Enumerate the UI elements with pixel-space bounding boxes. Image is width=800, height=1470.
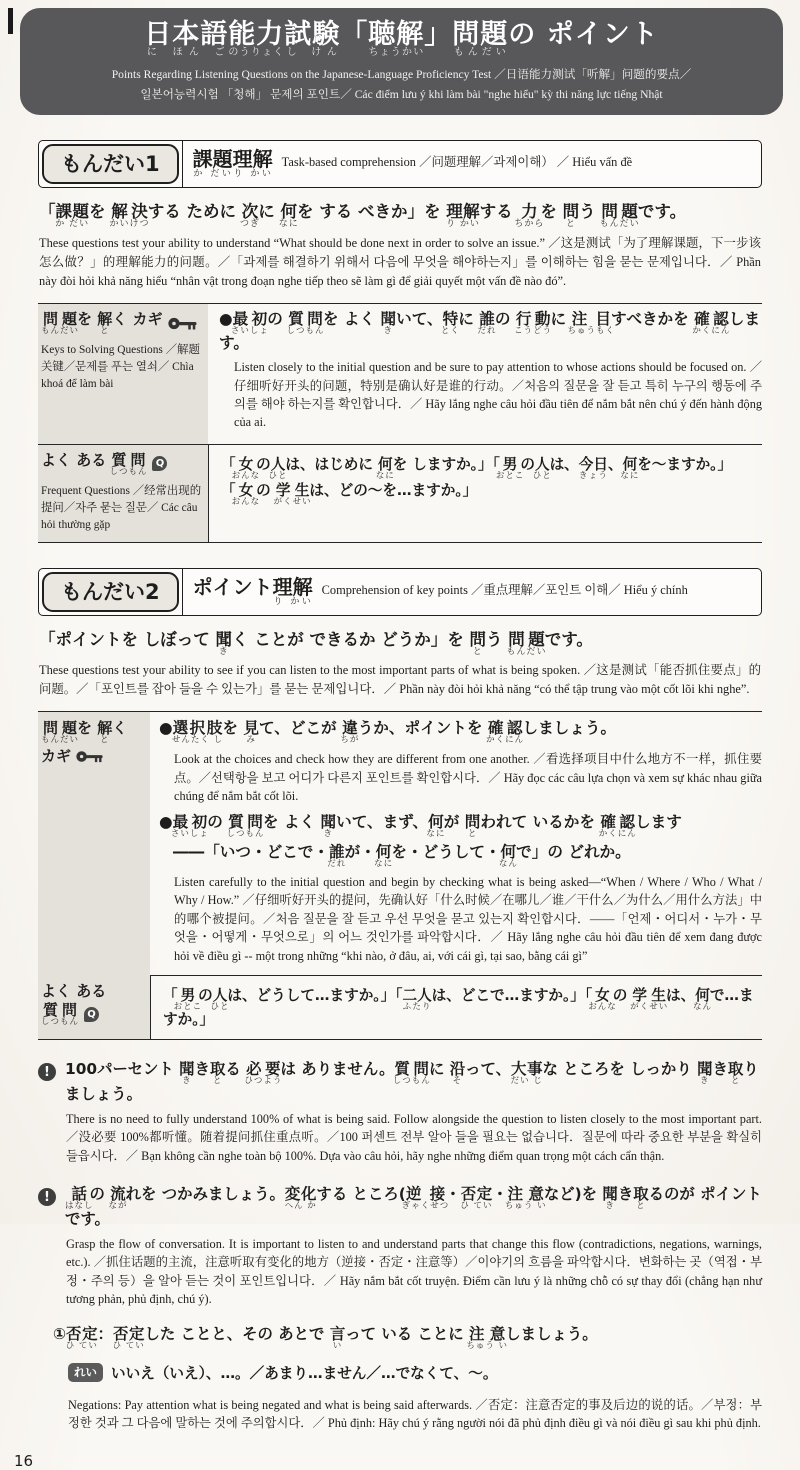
page-number: 16 bbox=[14, 1452, 34, 1470]
section2-kagi-label-line1 bbox=[41, 720, 145, 744]
section1-kagi-label-cell bbox=[38, 304, 208, 444]
section1-header bbox=[38, 140, 762, 188]
section2-label: もんだい2 bbox=[42, 572, 179, 612]
section1-faq-content bbox=[208, 445, 762, 542]
section2-kagi-label-line2 bbox=[41, 748, 145, 765]
note-1-desc: There is no need to fully understand 100% of what is being said. Follow alongside the question to listen closely to the most important part. ／没必要 100%都听懂。随着提问抓住重点听。／100 퍼센트 전부 알아 들을 필요는 없습니다．질문에 따라 중요한 부분을 확실히 들읍시다．／ Bạn không cần nghe toàn bộ 100%. Dựa vào câu hỏi, hãy nghe những điểm quan trọng một cách cẩn thận. bbox=[66, 1111, 762, 1163]
section1-faq-label-text: よく ある 質問しつもん bbox=[41, 450, 148, 477]
section2-intro: 「ポイントを しぼって 聞きく ことが できるか どうか」を 問とう 問題もんだいです。 bbox=[39, 630, 593, 658]
section2-faq-label-cell bbox=[38, 975, 150, 1039]
negation-example-line bbox=[68, 1362, 762, 1383]
section2-kagi-content bbox=[150, 712, 762, 975]
section2-faq-content bbox=[150, 975, 762, 1039]
section1-title-translations: Task-based comprehension ／问题理解／과제이해） ／ Hiểu vấn đề bbox=[281, 155, 633, 170]
exclamation-icon: ! bbox=[38, 1063, 56, 1081]
note-2-desc: Grasp the flow of conversation. It is important to listen to and understand parts that change this flow (contradictions, negations, warnings, etc.). ／抓住话题的主流，注意听取有变化的地方（逆接・否定・注意等）／이야기의 흐름을 파악합시다．변화하는 곳（역접・부정・주의 등）을 알아 듣는 것이 포인트입니다．／ Hãy nắm bắt cốt truyện. Điểm cần lưu ý là những chỗ có sự thay đổi (chẳng hạn như tương phản, phủ định, chú ý). bbox=[66, 1236, 762, 1307]
section2-kagi-label-cell bbox=[38, 712, 150, 975]
section1-title: 課題か だい理解り かい bbox=[192, 147, 273, 180]
section2-description: These questions test your ability to see if you can listen to the most important parts of what is being spoken. ／这是测试「能否抓住要点」的问题。／「포인트를 잡아 들을 수 있는가」를 묻는 문제입니다．／ Phần này đòi hỏi khả năng “có thể tập trung vào một cốt lõi khi nghe”. bbox=[39, 663, 761, 696]
section2-kagi-bullet2-line2: ――「いつ・どこで・誰だれが・何なにを・どうして・何なんで」の どれか。 bbox=[173, 842, 631, 869]
section1-title-area bbox=[182, 141, 761, 187]
negation-heading: ①否定ひ てい：否定ひ ていした ことと、その あとで 言いって いる ことに 注意ちゅう いしましょう。 bbox=[53, 1324, 598, 1351]
note-2-body bbox=[65, 1186, 762, 1308]
page-subtitle-line2: 일본어능력시험 「청해」 문제의 포인트／ Các điểm lưu ý khi làm bài "nghe hiểu" kỳ thi năng lực tiếng Nhật bbox=[140, 87, 663, 101]
note-2 bbox=[38, 1186, 762, 1308]
section1-faq-line2: 「女おんなの 学生がくせいは、どの～を…ますか。」 bbox=[221, 481, 478, 507]
page-title: 日本語に ほん ご能力のうりょく試験し けん「聴解ちょうかい」問題もんだいの ポイント bbox=[144, 19, 659, 58]
page-subtitle-line1: Points Regarding Listening Questions on the Japanese-Language Proficiency Test ／日语能力测试「听解」问题的要点／ bbox=[111, 68, 692, 81]
negation-block bbox=[53, 1326, 762, 1433]
section2-faq-line: 「男おとこの人ひとは、どうして…ますか。」「二人ふたりは、どこで…ますか。」「女おんなの 学生がくせいは、何なんで…ますか。」 bbox=[163, 986, 754, 1028]
section1-faq-label-translations: Frequent Questions ／经常出现的提问／자주 묻는 질문／ Các câu hỏi thường gặp bbox=[41, 484, 202, 532]
exclamation-icon: ! bbox=[38, 1188, 56, 1206]
section2-kagi-bullet1: ●選択肢せんたく しを 見みて、どこが 違ちがうか、ポイントを 確認かくにんしましょう。 bbox=[159, 719, 617, 746]
negation-desc: Negations: Pay attention what is being negated and what is being said afterwards. ／否定：注意否定的事及后边的说的话。／부정：부정한 것과 그 다음에 말하는 것에 주의합시다．／ Phủ định: Hãy chú ý rằng người nói đã phủ định điều gì và nói điều gì sau khi phủ định. bbox=[68, 1397, 762, 1431]
section1-label: もんだい1 bbox=[42, 144, 179, 184]
section1-kagi-bullet: ●最初さいしょの 質問しつもんを よく 聞きいて、特とくに 誰だれの 行動こうどうに 注目ちゅうもくすべきかを 確認かくにんします。 bbox=[219, 310, 760, 353]
question-bubble-icon: Q bbox=[84, 1007, 99, 1022]
note-1-body bbox=[65, 1061, 762, 1165]
section2-kagi-label-text: 問題もんだいを 解とく bbox=[41, 719, 128, 746]
section2-title: ポイント理解り かい bbox=[192, 575, 313, 608]
key-icon bbox=[168, 316, 198, 331]
section1-faq-label bbox=[41, 452, 202, 476]
section1-faq-row bbox=[38, 444, 762, 542]
section1-kagi-label-translations: Keys to Solving Questions ／解题关键／문제를 푸는 열쇠／ Chìa khoá để làm bài bbox=[41, 344, 200, 391]
section1-intro: 「課題か だいを 解決かいけつする ために 次つぎに 何なにを する べきか」を 理解り かいする 力ちからを 問とう 問題もんだいです。 bbox=[39, 202, 687, 230]
page-subtitle bbox=[34, 65, 769, 104]
example-badge: れい bbox=[68, 1363, 103, 1382]
section2-header bbox=[38, 568, 762, 616]
section1-kagi-row bbox=[38, 303, 762, 444]
key-icon bbox=[76, 749, 104, 764]
section1-table bbox=[38, 303, 762, 543]
section2-faq-label-line2 bbox=[41, 1002, 145, 1026]
section2-kagi-bullet2-desc: Listen carefully to the initial question and begin by checking what is being asked—“When / Where / Who / What / Why / How.” ／仔细听好开头的提问，先确认好「什么时候／在哪儿／谁／干什么／为什么／用什么方法」中的哪个被提问。／처음 질문을 잘 듣고 우선 무엇을 묻고 있는지 확인합시다．――「언제・어디서・누가・무엇을・어떻게・무엇으로」의 어느 것인가를 파악합시다．／ Hãy lắng nghe câu hỏi đầu tiên để xem đang được hỏi về điều gì -- một trong những “khi nào, ở đâu, ai, với cái gì, tại sao, bằng cái gì” bbox=[174, 874, 762, 963]
section1-kagi-content bbox=[208, 304, 762, 444]
section2-faq-label-text: 質問しつもん bbox=[41, 1001, 80, 1028]
page-content bbox=[38, 140, 762, 1040]
note-1 bbox=[38, 1061, 762, 1165]
section1-faq-label-cell bbox=[38, 445, 208, 542]
note-1-jp: 100パーセント 聞きき取とる 必要ひつようは ありません。質問しつもんに 沿そって、大事だい じな ところを しっかり 聞きき取とりましょう。 bbox=[65, 1060, 759, 1104]
scan-edge-mark bbox=[8, 8, 13, 34]
negation-example-text: いいえ（いえ）、…。／あまり…ません／…でなくて、～。 bbox=[111, 1364, 498, 1382]
section2-table bbox=[38, 711, 762, 1040]
section1-kagi-label-text: 問題もんだいを 解とく カギ bbox=[41, 310, 163, 337]
note-2-jp: 話はなしの 流ながれを つかみましょう。変化へん かする ところ(逆接ぎゃくせつ・否定ひ てい・注意ちゅう いなど)を 聞きき取とるのが ポイントです。 bbox=[65, 1185, 762, 1229]
section1-kagi-bullet-desc: Listen closely to the initial question and be sure to pay attention to whose actions should be focused on. ／仔细听好开头的问题，特别是确认好是谁的行动。／처음의 질문을 잘 듣고 특히 누구의 행동에 주의를 해야 하는지를 확인합니다．／ Hãy lắng nghe câu hỏi đầu tiên để nắm bắt nên chú ý đến hành động của ai. bbox=[234, 360, 762, 430]
section1-faq-line1: 「女おんなの人ひとは、はじめに 何なにを しますか。」「男おとこの人ひとは、今日きょう、何なにを～ますか。」 bbox=[221, 455, 733, 481]
question-bubble-icon: Q bbox=[152, 456, 167, 471]
section1-kagi-label bbox=[41, 311, 202, 335]
section2-title-area bbox=[182, 569, 761, 615]
section2-faq-label-line1: よく ある bbox=[41, 981, 107, 1000]
section1-description: These questions test your ability to understand “What should be done next in order to solve an issue.” ／这是测试「为了理解课题，下一步该怎么做？」的理解能力的问题。／「과제를 해결하기 위해서 다음에 무엇을 해야하는지」를 이해하는 힘을 묻는 문제입니다．／ Phần này đòi hỏi khả năng hiểu “nhân vật trong đoạn nghe tiếp theo sẽ làm gì để giải quyết một vấn đề nào đó”. bbox=[39, 236, 761, 288]
section2-kagi-bullet2-line1: ●最初さいしょの 質問しつもんを よく 聞きいて、まず、何なにが 問とわれて いるかを 確認かくにんします bbox=[159, 812, 682, 839]
section2-kagi-bullet1-desc: Look at the choices and check how they are different from one another. ／看选择项目中什么地方不一样，抓住要点。／선택항을 보고 어디가 다른지 포인트를 확인합시다．／ Hãy đọc các câu lựa chọn và xem sự khác nhau giữa chúng để nắm bắt cốt lõi. bbox=[174, 752, 762, 804]
section2-title-translations: Comprehension of key points ／重点理解／포인트 이해／ Hiểu ý chính bbox=[321, 583, 688, 598]
page-title-banner bbox=[20, 8, 783, 115]
section2-kagi-label-kagi: カギ bbox=[41, 747, 72, 766]
